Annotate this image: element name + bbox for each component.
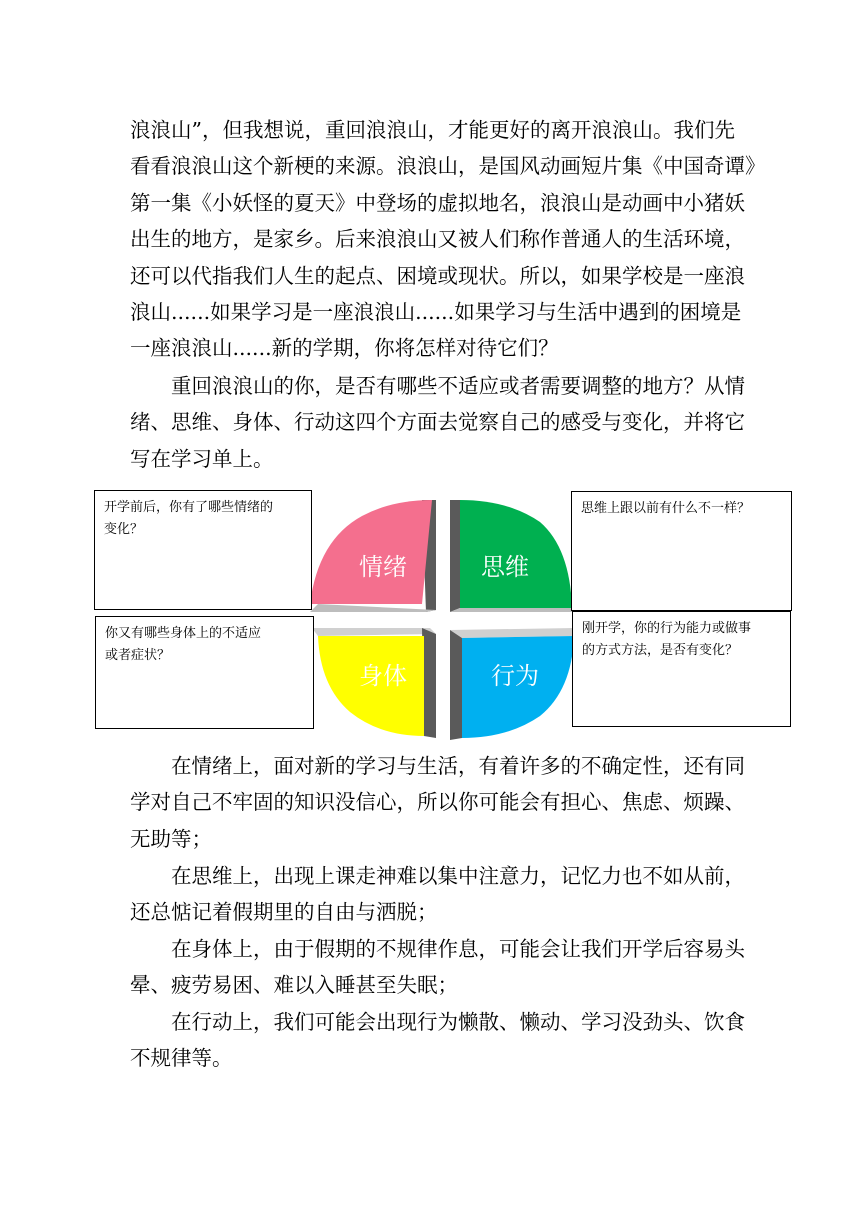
text-line: 第一集《小妖怪的夏天》中登场的虚拟地名，浪浪山是动画中小猪妖 <box>130 190 745 215</box>
bevel-thinking <box>450 500 460 612</box>
text-line: 不规律等。 <box>130 1046 233 1071</box>
text-line: 在情绪上，面对新的学习与生活，有着许多的不确定性，还有同 <box>130 754 745 778</box>
text-line: 在身体上，由于假期的不规律作息，可能会让我们开学后容易头 <box>130 937 745 961</box>
text-line: 浪山......如果学习是一座浪浪山......如果学习与生活中遇到的困境是 <box>130 300 742 325</box>
body-prompt-box[interactable] <box>95 616 314 729</box>
text-line: 在思维上，出现上课走神难以集中注意力，记忆力也不如从前， <box>130 864 745 888</box>
text-line: 重回浪浪山的你，是否有哪些不适应或者需要调整的地方？从情 <box>130 374 745 398</box>
body-answer-paragraph <box>130 931 745 1004</box>
label-body: 身体 <box>359 662 407 690</box>
emotion-prompt-box[interactable] <box>94 490 312 610</box>
emotion-answer-paragraph <box>130 748 745 857</box>
action-answer-paragraph <box>130 1004 745 1077</box>
text-line: 浪浪山”，但我想说，重回浪浪山，才能更好的离开浪浪山。我们先 <box>130 118 735 142</box>
box-line: 思维上跟以前有什么不一样？ <box>581 501 751 516</box>
text-line: 晕、疲劳易困、难以入睡甚至失眠； <box>130 973 458 998</box>
label-thinking: 思维 <box>481 553 529 581</box>
text-line: 在行动上，我们可能会出现行为懒散、懒动、学习没劲头、饮食 <box>130 1010 745 1034</box>
box-line: 开学前后，你有了哪些情绪的 <box>104 500 274 515</box>
bevel-body-top <box>312 628 436 636</box>
bevel-emotion-bottom <box>310 604 436 612</box>
text-line: 无助等； <box>130 826 212 851</box>
text-line: 绪、思维、身体、行动这四个方面去觉察自己的感受与变化，并将它 <box>130 410 745 435</box>
label-action: 行为 <box>491 662 539 690</box>
quadrant-emotion <box>310 500 432 604</box>
text-line: 出生的地方，是家乡。后来浪浪山又被人们称作普通人的生活环境， <box>130 227 745 252</box>
bevel-thinking-bottom <box>450 608 572 612</box>
label-emotion: 情绪 <box>359 553 407 581</box>
thinking-answer-paragraph <box>130 858 745 931</box>
text-line: 写在学习单上。 <box>130 446 274 471</box>
bevel-action <box>450 630 462 740</box>
text-line: 一座浪浪山......新的学期，你将怎样对待它们？ <box>130 336 559 361</box>
box-line: 变化？ <box>104 522 144 537</box>
box-line: 你又有哪些身体上的不适应 <box>105 626 262 641</box>
text-line: 还可以代指我们人生的起点、困境或现状。所以，如果学校是一座浪 <box>130 263 745 288</box>
thinking-prompt-box[interactable] <box>571 491 792 611</box>
text-line: 看看浪浪山这个新梗的来源。浪浪山，是国风动画短片集《中国奇谭》 <box>130 154 766 179</box>
bevel-body <box>422 628 436 738</box>
box-line: 或者症状？ <box>105 648 171 663</box>
box-line: 的方式方法，是否有变化？ <box>582 643 739 658</box>
box-line: 刚开学，你的行为能力或做事 <box>582 621 752 636</box>
action-prompt-box[interactable] <box>572 611 791 727</box>
text-line: 学对自己不牢固的知识没信心，所以你可能会有担心、焦虑、烦躁、 <box>130 790 745 815</box>
text-line: 还总惦记着假期里的自由与洒脱； <box>130 900 438 925</box>
